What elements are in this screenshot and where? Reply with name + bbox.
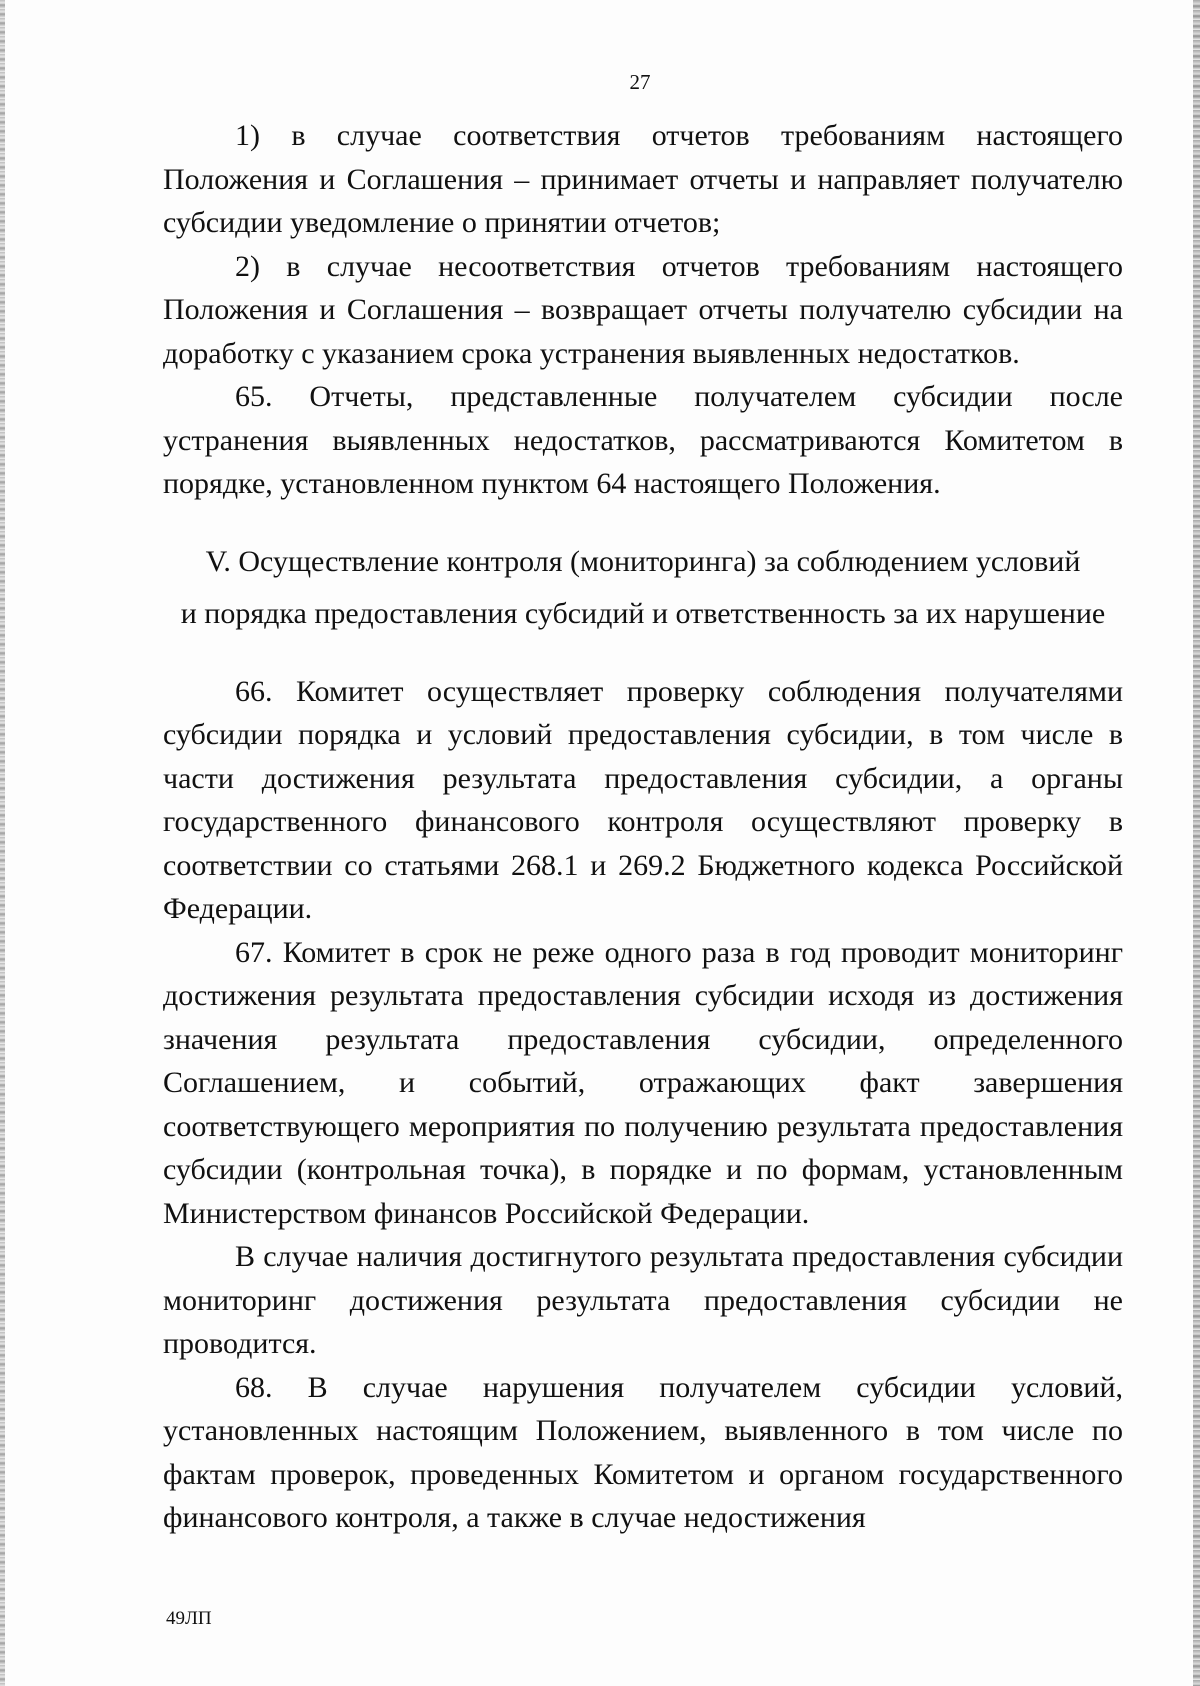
section-heading — [163, 536, 1123, 640]
section-heading-line-1: V. Осуществление контроля (мониторинга) за соблюдением условий — [205, 544, 1081, 578]
document-body — [163, 114, 1123, 1540]
paragraph-65: 65. Отчеты, представленные получателем субсидии после устранения выявленных недостатков, рассматриваются Комитетом в порядке, установленном пунктом 64 настоящего Положения. — [163, 380, 1123, 500]
section-heading-line-2: и порядка предоставления субсидий и ответственность за их нарушение — [180, 596, 1106, 630]
footer-document-code: 49ЛП — [166, 1608, 212, 1629]
paragraph-67: 67. Комитет в срок не реже одного раза в год проводит мониторинг достижения результата предоставления субсидии исходя из достижения значения результата предоставления субсидии, определенного Соглашением, и событий, отражающих факт завершения соответствующего мероприятия по получению результата предоставления субсидии (контрольная точка), в порядке и по формам, установленным Министерством финансов Российской Федерации. — [163, 935, 1123, 1230]
paragraph-item-2: 2) в случае несоответствия отчетов требованиям настоящего Положения и Соглашения – возвращает отчеты получателю субсидии на доработку с указанием срока устранения выявленных недостатков. — [163, 249, 1123, 370]
paragraph-66: 66. Комитет осуществляет проверку соблюдения получателями субсидии порядка и условий предоставления субсидии, в том числе в части достижения результата предоставления субсидии, а органы государственного финансового контроля осуществляют проверку в соответствии со статьями 268.1 и 269.2 Бюджетного кодекса Российской Федерации. — [163, 674, 1123, 925]
paragraph-68: 68. В случае нарушения получателем субсидии условий, установленных настоящим Положением, выявленного в том числе по фактам проверок, проведенных Комитетом и органом государственного финансового контроля, а также в случае недостижения — [163, 1370, 1123, 1534]
paragraph-item-1: 1) в случае соответствия отчетов требованиям настоящего Положения и Соглашения – принимает отчеты и направляет получателю субсидии уведомление о принятии отчетов; — [163, 119, 1123, 239]
scan-edge-right — [1193, 0, 1200, 1686]
paragraph-67-note: В случае наличия достигнутого результата предоставления субсидии мониторинг достижения результата предоставления субсидии не проводится. — [163, 1240, 1123, 1360]
scan-edge-left — [0, 0, 5, 1686]
page-number: 27 — [629, 70, 651, 94]
